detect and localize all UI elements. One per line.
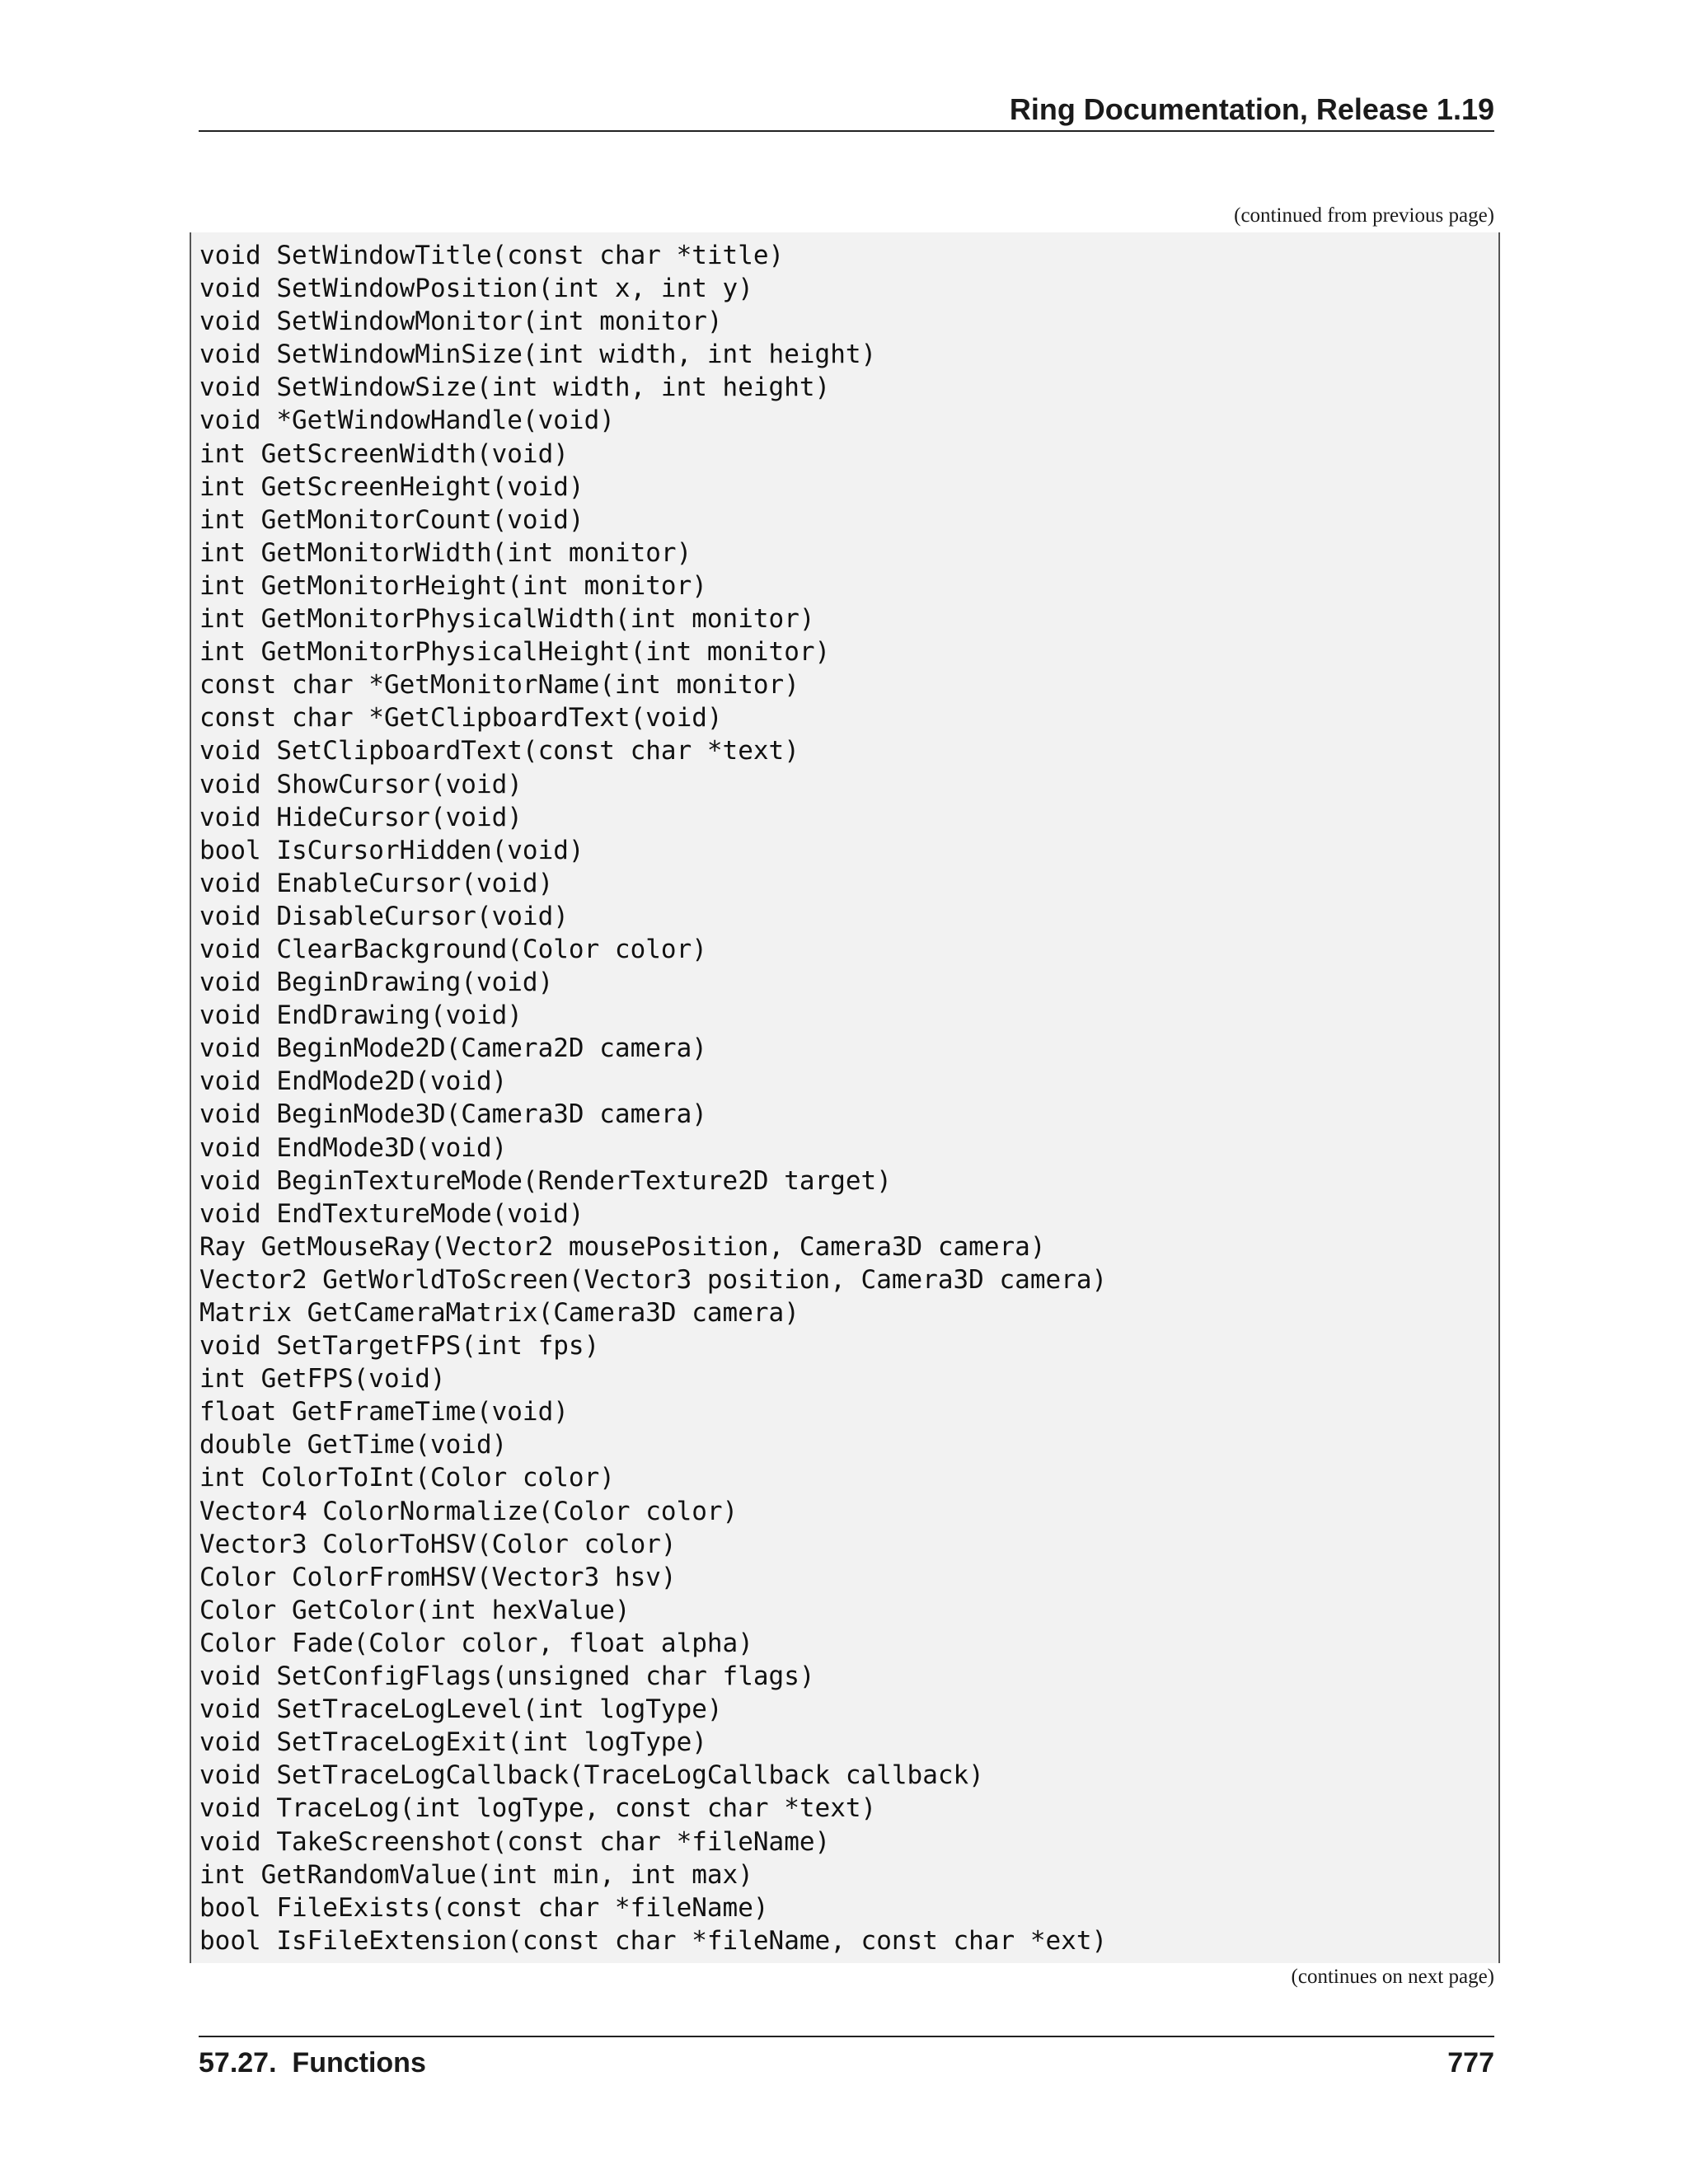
page-number: 777 — [1447, 2047, 1494, 2079]
code-line: void SetTraceLogCallback(TraceLogCallback callback) — [199, 1760, 984, 1791]
code-line: int GetMonitorWidth(int monitor) — [199, 537, 692, 568]
code-line: int GetScreenHeight(void) — [199, 471, 584, 502]
code-line: Vector3 ColorToHSV(Color color) — [199, 1529, 677, 1559]
code-line: Color Fade(Color color, float alpha) — [199, 1628, 753, 1658]
code-line: int GetScreenWidth(void) — [199, 438, 569, 469]
code-line: void BeginMode3D(Camera3D camera) — [199, 1099, 707, 1130]
code-line: int GetMonitorPhysicalWidth(int monitor) — [199, 604, 815, 635]
code-block — [190, 232, 1500, 1963]
code-line: void SetWindowPosition(int x, int y) — [199, 274, 753, 304]
code-line: Color ColorFromHSV(Vector3 hsv) — [199, 1562, 677, 1592]
code-line: int GetRandomValue(int min, int max) — [199, 1859, 753, 1890]
code-line: bool FileExists(const char *fileName) — [199, 1892, 769, 1923]
code-line: void ClearBackground(Color color) — [199, 934, 707, 964]
code-line: bool IsCursorHidden(void) — [199, 835, 584, 865]
code-line: void SetTargetFPS(int fps) — [199, 1331, 600, 1361]
code-line: void SetWindowTitle(const char *title) — [199, 241, 785, 270]
code-line: void SetClipboardText(const char *text) — [199, 736, 799, 766]
code-line: bool IsFileExtension(const char *fileName, const char *ext) — [199, 1925, 1108, 1956]
code-line: void *GetWindowHandle(void) — [199, 405, 615, 436]
code-line: void EndTextureMode(void) — [199, 1198, 584, 1229]
code-line: void TakeScreenshot(const char *fileName) — [199, 1826, 831, 1857]
code-lines — [199, 239, 1107, 1957]
code-line: float GetFrameTime(void) — [199, 1397, 569, 1427]
code-line: int GetMonitorPhysicalHeight(int monitor) — [199, 637, 831, 668]
section-title: 57.27. Functions — [199, 2047, 426, 2079]
code-line: Vector4 ColorNormalize(Color color) — [199, 1496, 738, 1526]
code-line: Ray GetMouseRay(Vector2 mousePosition, Camera3D camera) — [199, 1231, 1046, 1262]
code-line: void BeginTextureMode(RenderTexture2D target) — [199, 1165, 892, 1196]
document-title: Ring Documentation, Release 1.19 — [1009, 92, 1494, 126]
code-line: int ColorToInt(Color color) — [199, 1463, 615, 1493]
code-line: void BeginMode2D(Camera2D camera) — [199, 1033, 707, 1064]
code-line: void EndMode3D(void) — [199, 1132, 508, 1163]
code-line: void SetWindowMinSize(int width, int height) — [199, 340, 877, 370]
code-line: const char *GetClipboardText(void) — [199, 703, 723, 733]
code-line: void EndMode2D(void) — [199, 1066, 508, 1097]
continued-from-note: (continued from previous page) — [1234, 204, 1494, 227]
code-line: void ShowCursor(void) — [199, 769, 523, 799]
code-line: void SetWindowMonitor(int monitor) — [199, 307, 723, 337]
code-line: void SetTraceLogExit(int logType) — [199, 1727, 707, 1758]
code-line: const char *GetMonitorName(int monitor) — [199, 670, 799, 701]
code-line: void SetWindowSize(int width, int height) — [199, 373, 831, 403]
continues-on-note: (continues on next page) — [1291, 1966, 1494, 1988]
code-line: void EndDrawing(void) — [199, 1001, 523, 1031]
code-line: void SetTraceLogLevel(int logType) — [199, 1694, 723, 1725]
page-footer — [199, 2036, 1494, 2087]
code-line: void DisableCursor(void) — [199, 901, 569, 931]
code-line: void EnableCursor(void) — [199, 868, 554, 898]
code-line: int GetFPS(void) — [199, 1364, 446, 1394]
code-line: void BeginDrawing(void) — [199, 968, 554, 998]
code-line: void HideCursor(void) — [199, 802, 523, 832]
code-line: double GetTime(void) — [199, 1430, 508, 1460]
code-line: int GetMonitorCount(void) — [199, 504, 584, 535]
page-header — [199, 89, 1494, 132]
code-line: Vector2 GetWorldToScreen(Vector3 position, Camera3D camera) — [199, 1264, 1108, 1295]
code-line: void TraceLog(int logType, const char *text) — [199, 1793, 877, 1824]
code-line: Matrix GetCameraMatrix(Camera3D camera) — [199, 1298, 799, 1328]
code-line: int GetMonitorHeight(int monitor) — [199, 570, 707, 601]
code-line: void SetConfigFlags(unsigned char flags) — [199, 1661, 815, 1692]
code-line: Color GetColor(int hexValue) — [199, 1595, 631, 1625]
